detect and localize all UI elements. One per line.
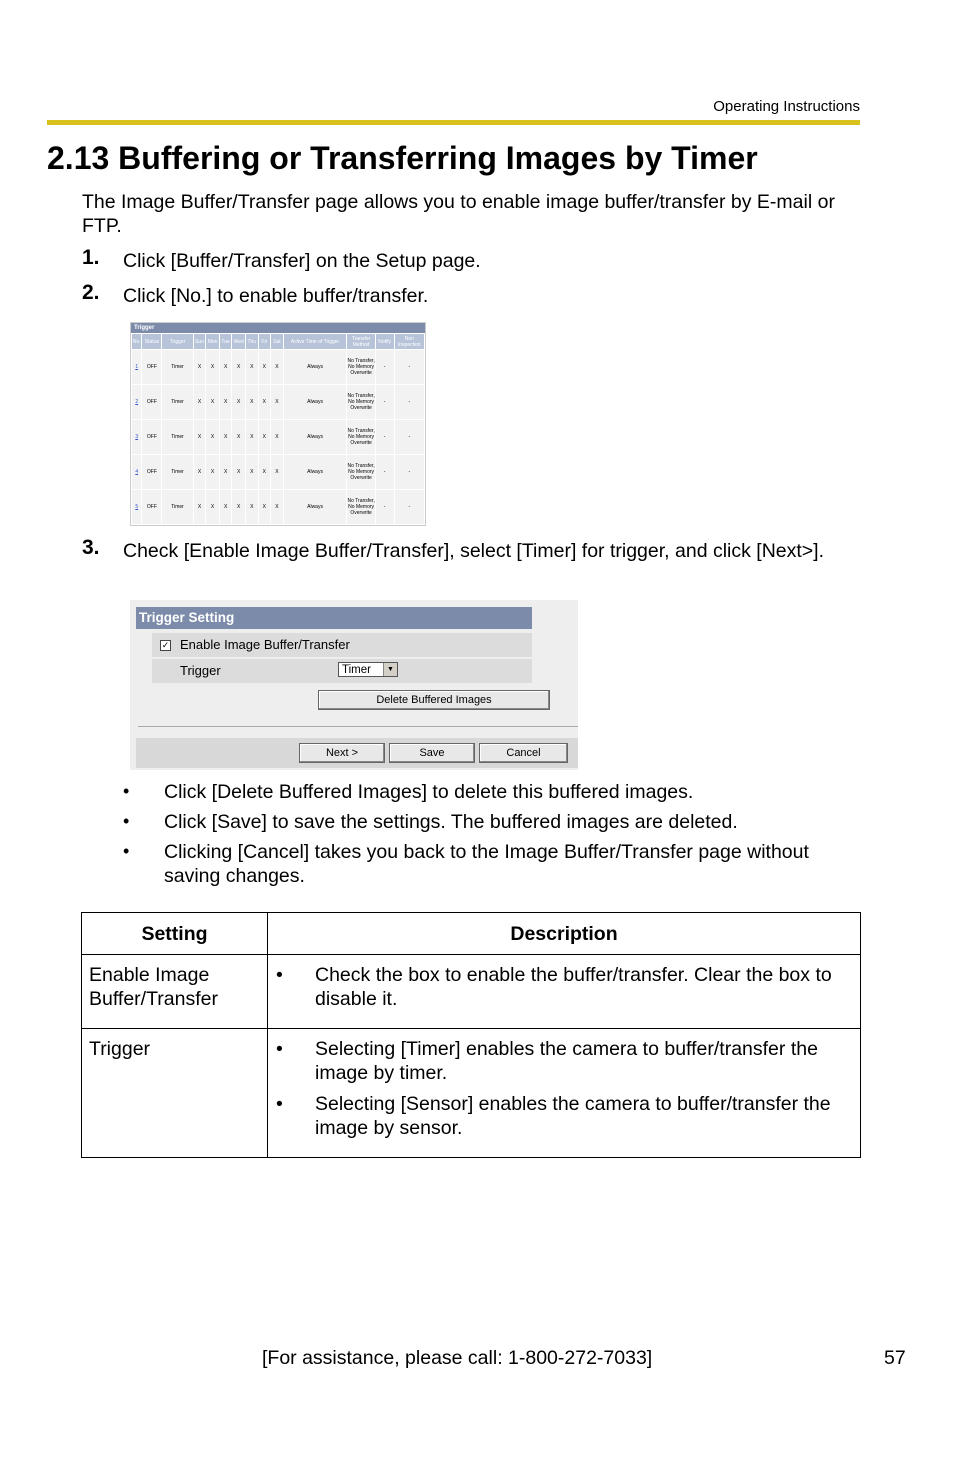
delete-buffered-images-button[interactable]: Delete Buffered Images [318, 690, 550, 710]
trigger-list-cell: X [271, 350, 284, 385]
description-cell [268, 955, 861, 1029]
trigger-list-column-header: Sun [193, 334, 206, 350]
trigger-list-cell: X [232, 455, 246, 490]
trigger-list-cell: X [246, 385, 259, 420]
trigger-list-header-row [132, 334, 425, 350]
trigger-list-cell: X [232, 385, 246, 420]
trigger-list-cell: OFF [142, 455, 162, 490]
settings-table-header [82, 913, 861, 955]
trigger-list-cell: X [232, 420, 246, 455]
trigger-list-cell: X [219, 490, 232, 525]
table-row [132, 455, 425, 490]
bullet-text: Click [Delete Buffered Images] to delete this buffered images. [164, 781, 694, 803]
save-button[interactable]: Save [389, 743, 475, 763]
trigger-list-column-header: No. [132, 334, 142, 350]
trigger-list-cell: X [206, 455, 220, 490]
trigger-list-table [131, 333, 425, 525]
trigger-list-cell: X [193, 385, 206, 420]
trigger-list-cell: Always [283, 455, 347, 490]
trigger-list-cell: X [271, 420, 284, 455]
trigger-number-cell [132, 350, 142, 385]
trigger-list-cell: - [394, 420, 424, 455]
bullet-mark: • [123, 841, 130, 861]
trigger-select-value: Timer [342, 664, 371, 676]
trigger-list-column-header: Non Inspection [394, 334, 424, 350]
trigger-list-cell: X [193, 350, 206, 385]
trigger-list-cell: - [375, 490, 394, 525]
description-cell [268, 1029, 861, 1158]
trigger-number-link[interactable]: 3 [135, 434, 139, 440]
trigger-list-cell: Always [283, 385, 347, 420]
enable-row [152, 633, 532, 657]
table-row [82, 1029, 861, 1158]
step-number: 2. [82, 281, 100, 304]
trigger-list-cell: - [375, 420, 394, 455]
trigger-number-link[interactable]: 1 [135, 364, 139, 370]
trigger-list-column-header: Thu [246, 334, 259, 350]
table-row [132, 385, 425, 420]
trigger-setting-screenshot [130, 600, 578, 770]
trigger-list-cell: - [375, 350, 394, 385]
trigger-list-cell: Always [283, 490, 347, 525]
divider [138, 726, 578, 727]
trigger-list-cell: X [271, 490, 284, 525]
trigger-list-cell: X [246, 490, 259, 525]
column-header-setting: Setting [82, 913, 268, 955]
trigger-list-cell: X [206, 385, 220, 420]
trigger-list-cell: X [258, 490, 271, 525]
trigger-setting-title: Trigger Setting [136, 607, 532, 629]
description-item: • Selecting [Sensor] enables the camera to buffer/transfer the image by sensor. [268, 1092, 850, 1140]
trigger-list-cell: X [258, 420, 271, 455]
trigger-list-cell: X [206, 420, 220, 455]
trigger-list-cell: X [193, 490, 206, 525]
step-number: 3. [82, 536, 100, 559]
trigger-list-cell: X [232, 490, 246, 525]
page-number: 57 [884, 1347, 906, 1369]
step-text: Click [No.] to enable buffer/transfer. [123, 285, 429, 307]
trigger-list-screenshot [130, 322, 426, 526]
trigger-label: Trigger [180, 663, 221, 678]
trigger-number-cell [132, 385, 142, 420]
trigger-list-cell: X [271, 455, 284, 490]
column-header-description: Description [268, 913, 861, 955]
trigger-list-title: Trigger [131, 323, 425, 333]
bullet-text: Clicking [Cancel] takes you back to the Image Buffer/Transfer page without saving changes. [164, 841, 809, 887]
table-row [132, 490, 425, 525]
next-button[interactable]: Next > [299, 743, 385, 763]
trigger-number-cell [132, 420, 142, 455]
trigger-number-link[interactable]: 4 [135, 469, 139, 475]
trigger-list-cell: X [219, 455, 232, 490]
trigger-list-cell: X [219, 385, 232, 420]
trigger-list-cell: X [246, 455, 259, 490]
setting-cell: Trigger [82, 1029, 268, 1158]
table-row [132, 420, 425, 455]
table-row [132, 350, 425, 385]
trigger-list-cell: X [206, 490, 220, 525]
bullet-mark: • [123, 781, 130, 801]
trigger-list-cell: OFF [142, 420, 162, 455]
trigger-list-column-header: Mon [206, 334, 220, 350]
trigger-number-cell [132, 455, 142, 490]
trigger-list-cell: Timer [162, 385, 193, 420]
trigger-list-column-header: Notify [375, 334, 394, 350]
page-title: 2.13 Buffering or Transferring Images by Timer [47, 140, 758, 176]
trigger-list-cell: OFF [142, 350, 162, 385]
trigger-list-cell: X [232, 350, 246, 385]
table-row [82, 955, 861, 1029]
trigger-list-cell: OFF [142, 385, 162, 420]
trigger-list-cell: Always [283, 350, 347, 385]
trigger-list-column-header: Status [142, 334, 162, 350]
trigger-list-cell: - [375, 385, 394, 420]
enable-buffer-checkbox[interactable]: ✓ [161, 640, 170, 650]
trigger-list-cell: X [246, 350, 259, 385]
trigger-list-cell: X [246, 420, 259, 455]
step-number: 1. [82, 246, 100, 269]
trigger-list-cell: X [258, 350, 271, 385]
trigger-number-link[interactable]: 2 [135, 399, 139, 405]
trigger-list-cell: X [271, 385, 284, 420]
trigger-list-cell: OFF [142, 490, 162, 525]
trigger-list-cell: X [219, 350, 232, 385]
trigger-list-cell: No Transfer, No Memory Overwrite [347, 490, 375, 525]
trigger-list-column-header: Tue [219, 334, 232, 350]
trigger-list-column-header: Wed [232, 334, 246, 350]
enable-buffer-label: Enable Image Buffer/Transfer [180, 637, 350, 652]
trigger-list-cell: Timer [162, 350, 193, 385]
description-item: • Selecting [Timer] enables the camera to buffer/transfer the image by timer. [268, 1037, 850, 1085]
trigger-number-link[interactable]: 5 [135, 504, 139, 510]
trigger-list-cell: - [394, 455, 424, 490]
trigger-list-cell: - [375, 455, 394, 490]
setting-cell: Enable Image Buffer/Transfer [82, 955, 268, 1029]
step-text: Click [Buffer/Transfer] on the Setup page. [123, 250, 481, 272]
trigger-list-cell: No Transfer, No Memory Overwrite [347, 455, 375, 490]
trigger-list-cell: X [258, 455, 271, 490]
trigger-list-cell: - [394, 350, 424, 385]
trigger-select[interactable] [338, 662, 398, 677]
trigger-list-cell: No Transfer, No Memory Overwrite [347, 420, 375, 455]
trigger-list-cell: Always [283, 420, 347, 455]
settings-table [81, 912, 861, 1158]
trigger-list-cell: X [258, 385, 271, 420]
intro-paragraph: The Image Buffer/Transfer page allows you to enable image buffer/transfer by E-mail or FTP. [82, 191, 835, 237]
bullet-text: Click [Save] to save the settings. The buffered images are deleted. [164, 811, 738, 833]
trigger-list-column-header: Sat [271, 334, 284, 350]
trigger-list-column-header: Transfer Method [347, 334, 375, 350]
trigger-number-cell [132, 490, 142, 525]
trigger-list-cell: X [193, 455, 206, 490]
trigger-row [152, 659, 532, 683]
header-rule [47, 120, 860, 125]
chevron-down-icon[interactable]: ▼ [383, 663, 397, 676]
trigger-list-cell: - [394, 385, 424, 420]
trigger-list-cell: No Transfer, No Memory Overwrite [347, 385, 375, 420]
trigger-list-cell: X [219, 420, 232, 455]
trigger-list-column-header: Trigger [162, 334, 193, 350]
footer-assistance: [For assistance, please call: 1-800-272-7033] [262, 1347, 653, 1369]
trigger-list-cell: No Transfer, No Memory Overwrite [347, 350, 375, 385]
trigger-list-cell: X [206, 350, 220, 385]
trigger-list-cell: Timer [162, 455, 193, 490]
trigger-list-cell: X [193, 420, 206, 455]
trigger-list-column-header: Active Time of Trigger [283, 334, 347, 350]
step-text: Check [Enable Image Buffer/Transfer], select [Timer] for trigger, and click [Next>]. [123, 540, 825, 562]
trigger-list-cell: - [394, 490, 424, 525]
trigger-list-cell: Timer [162, 490, 193, 525]
bullet-mark: • [123, 811, 130, 831]
header-label: Operating Instructions [713, 98, 860, 115]
trigger-list-cell: Timer [162, 420, 193, 455]
cancel-button[interactable]: Cancel [479, 743, 568, 763]
trigger-list-column-header: Fri [258, 334, 271, 350]
description-item: • Check the box to enable the buffer/transfer. Clear the box to disable it. [268, 963, 850, 1011]
